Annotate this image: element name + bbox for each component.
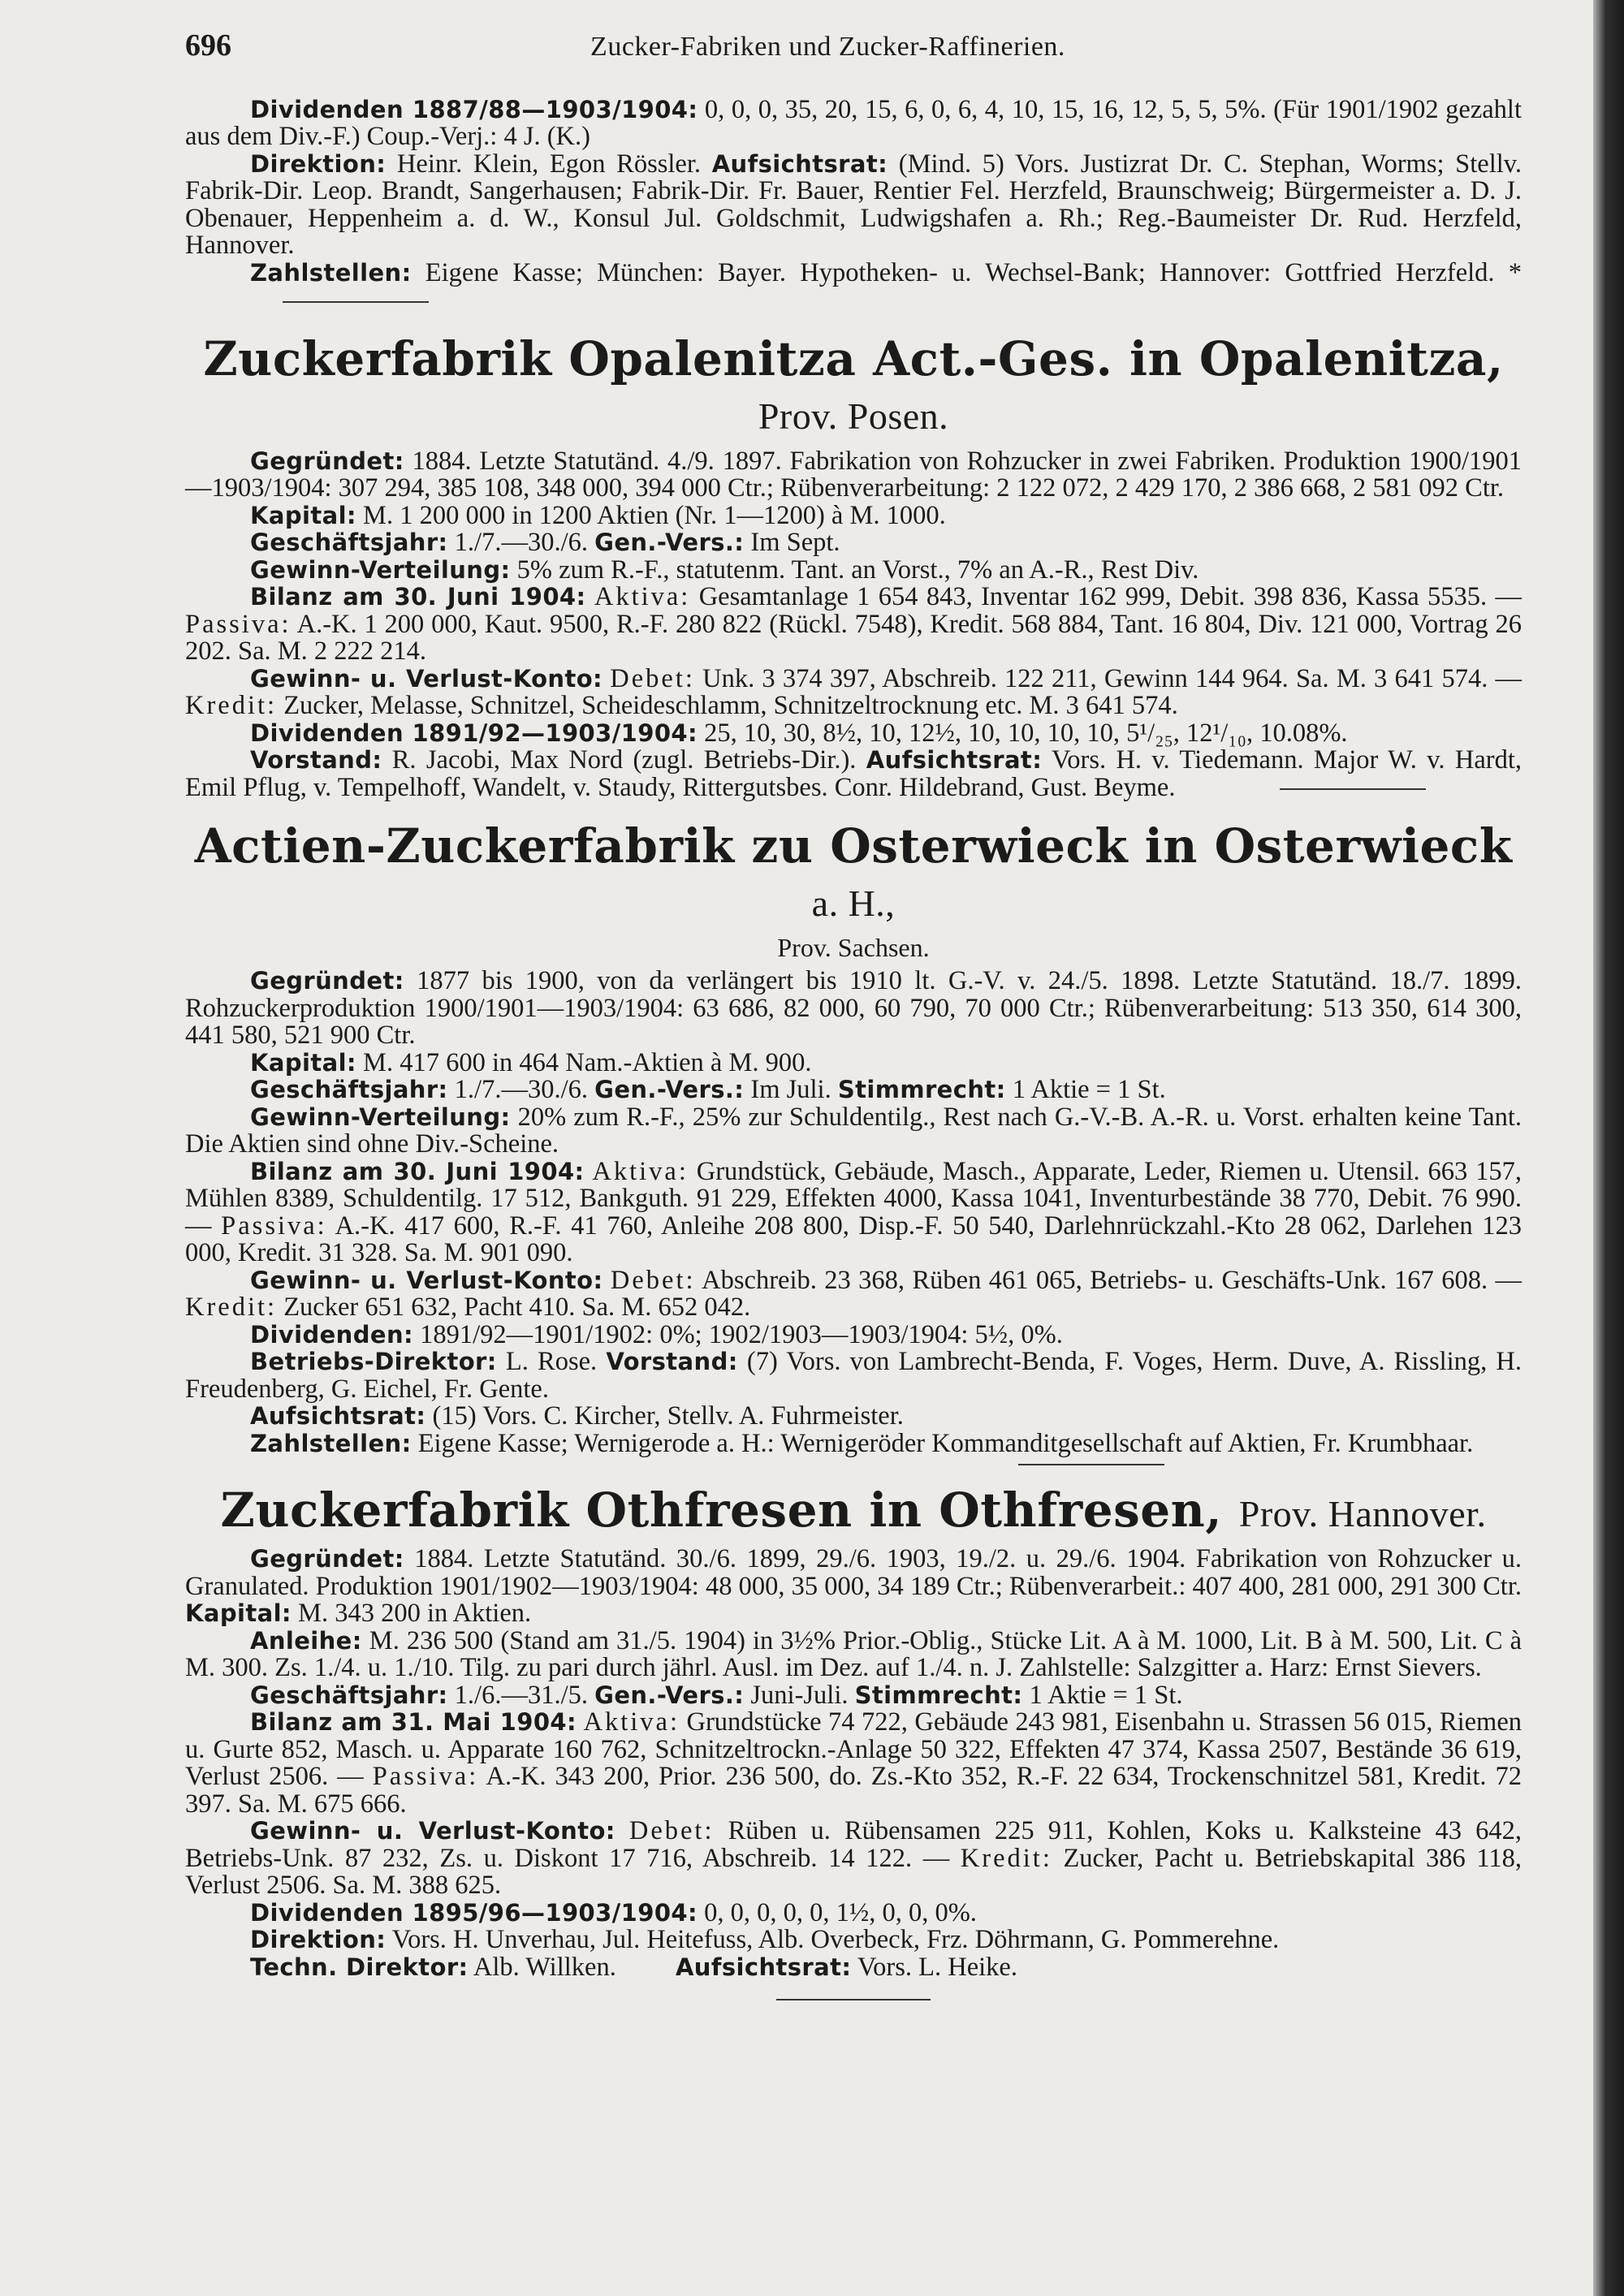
field-value: (7) Vors. von Lambrecht-Benda, F. Voges, Herm. Duve, A. Rissling, H. Freudenberg, G. Eichel, Fr. Gente. [185,1347,1522,1404]
field-value: Eigene Kasse; München: Bayer. Hypotheken- u. Wechsel-Bank; Hannover: Gottfried Herzfeld. * [425,257,1522,287]
field-label: Kapital: [185,1599,292,1627]
field-value: R. Jacobi, Max Nord (zugl. Betriebs-Dir.). [391,745,857,775]
separator-rule [1280,788,1426,790]
company-title [185,1483,1522,1541]
field-value: Vors. H. v. Tiedemann. Major W. v. Hardt, Emil Pflug, v. Tempelhoff, Wandelt, v. Staudy, Rittergutsbes. Conr. Hildebrand, Gust. Beyme. [185,745,1522,802]
field-label: Vorstand: [606,1348,738,1375]
company-name: Zuckerfabrik Othfresen in Othfresen, [220,1482,1223,1538]
field-label: Aufsichtsrat: [866,746,1043,774]
field-value: 1./7.—30./6. [454,1075,588,1104]
company-title [185,819,1522,930]
field-bilanz [185,1709,1522,1818]
field-guv [185,1818,1522,1900]
field-value: A.-K. 343 200, Prior. 236 500, do. Zs.-Kto 352, R.-F. 22 634, Trockenschnitzel 581, Kredit. 72 397. Sa. M. 675 666. [185,1762,1522,1819]
field-betriebsdirektor [185,1349,1522,1403]
field-value: 1./6.—31./5. [454,1680,588,1710]
field-label: Zahlstellen: [250,258,412,287]
field-value: Im Sept. [750,528,840,557]
field-label: Betriebs-Direktor: [250,1348,497,1375]
field-gegruendet [185,1546,1522,1628]
aktiva-word: Aktiva: [583,1707,680,1737]
debet-word: Debet: [610,1265,696,1295]
field-value: M. 417 600 in 464 Nam.-Aktien à M. 900. [363,1047,812,1077]
field-value: Juni-Juli. [750,1680,849,1710]
field-bilanz [185,584,1522,666]
field-value: 1877 bis 1900, von da verlängert bis 1910 lt. G.-V. v. 24./5. 1898. Letzte Statutänd. 18./7. 1899. Rohzuckerproduktion 1900/1901—1903/1904: 63 686, 82 000, 60 790, 70 000 Ctr.; Rübenverarbeitung: 513 350, 614 300, 441 580, 521 900 Ctr. [185,966,1522,1050]
field-direktion [185,1927,1522,1954]
field-anleihe [185,1625,1522,1682]
page-number: 696 [185,28,231,63]
field-value: L. Rose. [505,1347,598,1376]
field-label: Dividenden 1887/88—1903/1904: [250,95,698,123]
field-value: Heinr. Klein, Egon Rössler. [396,149,702,179]
field-label: Stimmrecht: [854,1681,1023,1709]
field-label: Geschäftsjahr: [250,529,448,556]
field-value: M. 343 200 in Aktien. [298,1599,532,1628]
field-value: 1884. Letzte Statutänd. 4./9. 1897. Fabrikation von Rohzucker in zwei Fabriken. Produktion 1900/1901—1903/1904: 307 294, 385 108, 348 000, 394 000 Ctr.; Rübenverarbeitung: 2 122 072, 2 429 170, 2 386 668, 2 581 092 Ctr. [185,446,1522,503]
field-label: Zahlstellen: [250,1429,412,1457]
separator-rule [776,1999,931,2000]
field-label: Dividenden: [250,1320,413,1349]
field-zahlstellen [185,1428,1522,1458]
field-label: Gewinn-Verteilung: [250,555,511,584]
field-label: Gegründet: [250,1545,404,1573]
field-label: Gewinn- u. Verlust-Konto: [250,664,603,693]
field-label: Vorstand: [250,746,382,774]
field-label: Aufsichtsrat: [250,1402,426,1430]
company-title-suffix: a. H., [811,883,896,924]
prev-entry [185,94,1522,314]
field-value: M. 1 200 000 in 1200 Aktien (Nr. 1—1200) à M. 1000. [363,500,946,530]
kredit-word: Kredit: [185,1293,278,1322]
field-value: Zucker, Pacht u. Betriebskapital 386 118, Verlust 2506. Sa. M. 388 625. [185,1843,1522,1900]
field-value: 20% zum R.-F., 25% zur Schuldentilg., Rest nach G.-V.-B. A.-R. u. Vorst. erhalten keine Tant. Die Aktien sind ohne Div.-Scheine. [185,1102,1522,1159]
field-value: Im Juli. [750,1075,831,1104]
field-gegruendet [185,968,1522,1050]
field-kapital [185,500,1522,530]
field-value: Grundstücke 74 722, Gebäude 243 981, Eisenbahn u. Strassen 56 015, Riemen u. Gurte 852, Masch. u. Apparate 160 762, Schnitzeltrockn.-Anlage 50 322, Effekten 47 374, Kassa 2507, Bestände 36 619, Verlust 2506. — [185,1707,1522,1791]
passiva-word: Passiva: [185,609,292,639]
field-label: Bilanz am 30. Juni 1904: [250,1157,585,1185]
field-value: 1 Aktie = 1 St. [1012,1075,1166,1104]
company-name: Actien-Zuckerfabrik zu Osterwieck in Osterwieck [194,818,1513,874]
field-value: 1 Aktie = 1 St. [1029,1680,1183,1710]
prev-direktion [185,151,1522,260]
field-value: A.-K. 417 600, R.-F. 41 760, Anleihe 208 800, Disp.-F. 50 540, Darlehnrückzahl.-Kto 28 062, Darlehen 123 000, Kredit. 31 328. Sa. M. 901 090. [185,1211,1522,1267]
field-vorstand [185,747,1522,801]
field-value: 5% zum R.-F., statutenm. Tant. an Vorst., 7% an A.-R., Rest Div. [516,555,1199,585]
field-label: Bilanz am 30. Juni 1904: [250,583,586,611]
field-value: Gesamtanlage 1 654 843, Inventar 162 999, Debit. 398 836, Kassa 5535. — [698,582,1522,611]
field-value: Zucker 651 632, Pacht 410. Sa. M. 652 042. [283,1293,751,1322]
field-label: Techn. Direktor: [250,1953,469,1981]
separator-rule [1018,1464,1164,1465]
field-value: Grundstück, Gebäude, Masch., Apparate, Leder, Riemen u. Utensil. 663 157, Mühlen 8389, Schuldentilg. 17 512, Bankguth. 91 229, Effekten 4000, Kassa 1041, Inventurbestände 38 770, Debit. 76 990. — [185,1156,1522,1241]
field-guv [185,1267,1522,1322]
field-label: Geschäftsjahr: [250,1076,448,1103]
field-value: Unk. 3 374 397, Abschreib. 122 211, Gewinn 144 964. Sa. M. 3 641 574. — [702,663,1522,693]
field-value: 0, 0, 0, 0, 0, 1½, 0, 0, 0%. [704,1897,977,1927]
passiva-word: Passiva: [221,1211,327,1241]
page-content [185,28,1522,2000]
field-label: Aufsichtsrat: [675,1953,852,1981]
field-gewinnverteilung [185,1104,1522,1159]
field-label: Kapital: [250,1048,356,1077]
field-value: Vors. L. Heike. [857,1952,1017,1982]
company-title [185,332,1522,443]
company-province: Prov. Posen. [758,395,949,437]
prev-dividenden [185,94,1522,151]
field-label: Aufsichtsrat: [711,149,888,178]
field-guv [185,663,1522,720]
field-label: Gen.-Vers.: [594,1681,745,1709]
field-label: Direktion: [250,149,387,178]
field-label: Direktion: [250,1926,387,1953]
field-geschaeftsjahr [185,1682,1522,1710]
scan-edge-shadow [1593,0,1624,2296]
field-value: 1./7.—30./6. [454,528,588,557]
field-value: (15) Vors. C. Kircher, Stellv. A. Fuhrmeister. [432,1401,904,1431]
field-label: Kapital: [250,501,356,529]
field-value: Zucker, Melasse, Schnitzel, Scheideschlamm, Schnitzeltrocknung etc. M. 3 641 574. [283,691,1178,720]
debet-word: Debet: [628,1816,715,1845]
separator-rule [283,301,429,303]
field-value: 1884. Letzte Statutänd. 30./6. 1899, 29./6. 1903, 19./2. u. 29./6. 1904. Fabrikation von Rohzucker u. Granulated. Produktion 1901/1902—1903/1904: 48 000, 35 000, 34 189 Ctr.; Rübenverarbeit.: 407 400, 281 000, 291 300 Ctr. [185,1544,1522,1601]
field-gegruendet [185,448,1522,503]
passiva-word: Passiva: [372,1762,479,1791]
field-label: Dividenden 1891/92—1903/1904: [250,719,698,747]
field-dividenden [185,1319,1522,1349]
running-title: Zucker-Fabriken und Zucker-Raffinerien. [590,32,1065,62]
aktiva-word: Aktiva: [592,1156,689,1186]
field-label: Geschäftsjahr: [250,1681,448,1709]
field-label: Gen.-Vers.: [594,1076,745,1103]
entry-osterwieck [185,819,1522,1465]
field-aufsichtsrat [185,1403,1522,1431]
field-value: Vors. H. Unverhau, Jul. Heitefuss, Alb. Overbeck, Frz. Döhrmann, G. Pommerehne. [391,1925,1280,1954]
field-label: Stimmrecht: [837,1076,1006,1103]
kredit-word: Kredit: [960,1843,1052,1873]
company-province: Prov. Sachsen. [777,933,930,962]
page-header [185,28,1522,63]
field-value: M. 236 500 (Stand am 31./5. 1904) in 3½% Prior.-Oblig., Stücke Lit. A à M. 1000, Lit. B à M. 500, Lit. C à M. 300. Zs. 1./4. u. 1./10. Tilg. zu pari durch jährl. Ausl. im Dez. auf 1./4. n. J. Zahlstelle: Salzgitter a. Harz: Ernst Sievers. [185,1625,1522,1682]
field-value: Abschreib. 23 368, Rüben 461 065, Betriebs- u. Geschäfts-Unk. 167 608. — [702,1265,1522,1295]
field-geschaeftsjahr [185,529,1522,557]
field-kapital [185,1047,1522,1077]
field-techn-direktor [185,1954,1522,1982]
aktiva-word: Aktiva: [594,582,691,611]
field-value: 0, 0, 0, 35, 20, 15, 6, 0, 6, 4, 10, 15, 16, 12, 5, 5, 5%. (Für 1901/1902 gezahlt aus dem Div.-F.) Coup.-Verj.: 4 J. (K.) [185,94,1522,151]
kredit-word: Kredit: [185,691,278,720]
prev-zahlstellen [185,257,1522,314]
entry-othfresen [185,1483,1522,2000]
company-name: Zuckerfabrik Opalenitza Act.-Ges. in Opalenitza, [203,330,1504,386]
field-label: Gegründet: [250,967,404,995]
field-label: Bilanz am 31. Mai 1904: [250,1708,577,1736]
field-dividenden [185,720,1522,748]
debet-word: Debet: [610,663,695,693]
field-label: Gewinn- u. Verlust-Konto: [250,1266,603,1294]
field-bilanz [185,1156,1522,1267]
field-label: Gegründet: [250,447,404,475]
field-label: Gen.-Vers.: [594,529,745,556]
field-value: Eigene Kasse; Wernigerode a. H.: Wernigeröder Kommanditgesellschaft auf Aktien, Fr. Krumbhaar. [417,1428,1474,1458]
field-value: A.-K. 1 200 000, Kaut. 9500, R.-F. 280 822 (Rückl. 7548), Kredit. 568 884, Tant. 16 804, Div. 121 000, Vortrag 26 202. Sa. M. 2 222 214. [185,609,1522,666]
field-value: 1891/92—1901/1902: 0%; 1902/1903—1903/1904: 5½, 0%. [420,1319,1063,1349]
field-label: Dividenden 1895/96—1903/1904: [250,1898,698,1927]
entry-opalenitza [185,332,1522,802]
field-gewinnverteilung [185,557,1522,585]
field-label: Gewinn- u. Verlust-Konto: [250,1817,615,1845]
field-value: Rüben u. Rübensamen 225 911, Kohlen, Koks u. Kalksteine 43 642, Betriebs-Unk. 87 232, Zs. u. Diskont 17 716, Abschreib. 14 122. — [185,1816,1522,1873]
field-geschaeftsjahr [185,1077,1522,1104]
field-value: (Mind. 5) Vors. Justizrat Dr. C. Stephan, Worms; Stellv. Fabrik-Dir. Leop. Brandt, Sangerhausen; Fabrik-Dir. Fr. Bauer, Rentier Fel. Herzfeld, Braunschweig; Bürgermeister a. D. J. Obenauer, Heppenheim a. d. W., Konsul Jul. Goldschmit, Ludwigshafen a. Rh.; Reg.-Baumeister Dr. Rud. Herzfeld, Hannover. [185,149,1522,260]
field-dividenden [185,1897,1522,1927]
field-value: 25, 10, 30, 8½, 10, 12½, 10, 10, 10, 10, 5¹/₂₅, 12¹/₁₀, 10.08%. [704,718,1348,748]
field-label: Gewinn-Verteilung: [250,1103,511,1131]
field-value: Alb. Willken. [473,1952,616,1982]
company-province: Prov. Hannover. [1238,1493,1487,1534]
field-label: Anleihe: [250,1626,362,1655]
